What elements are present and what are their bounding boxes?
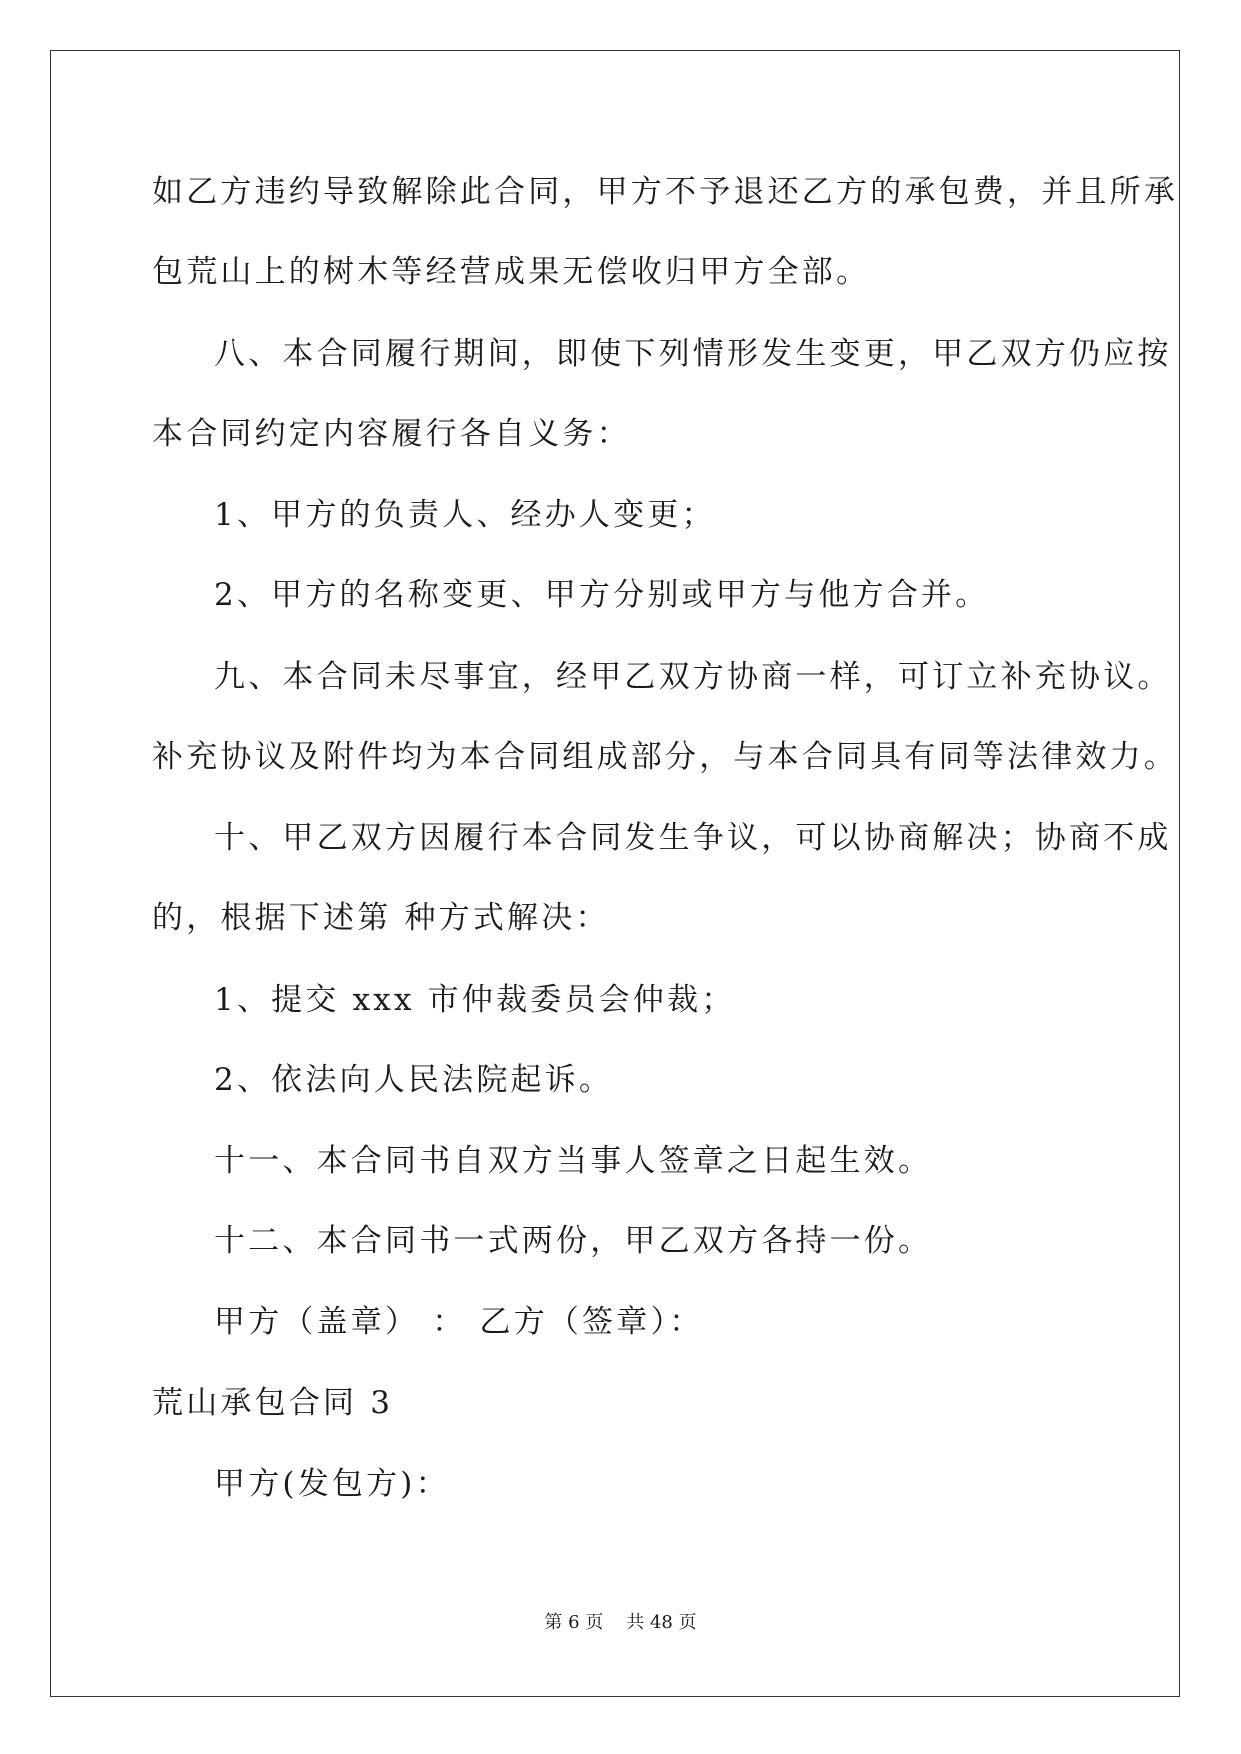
page-border bbox=[50, 50, 1180, 1697]
signature-line: 甲方（盖章） ： 乙方（签章）： bbox=[214, 1304, 704, 1340]
body-line: 补充协议及附件均为本合同组成部分，与本合同具有同等法律效力。 bbox=[152, 739, 1178, 775]
page-footer bbox=[0, 1611, 1241, 1635]
list-item: 1、甲方的负责人、经办人变更； bbox=[214, 497, 716, 533]
clause-9-heading: 九、本合同未尽事宜，经甲乙双方协商一样，可订立补充协议。 bbox=[214, 659, 1172, 695]
page-total: 共 48 页 bbox=[626, 1612, 697, 1633]
clause-10-heading: 十、甲乙双方因履行本合同发生争议，可以协商解决；协商不成 bbox=[214, 820, 1172, 856]
body-line: 的，根据下述第 种方式解决： bbox=[152, 900, 610, 936]
body-line: 本合同约定内容履行各自义务： bbox=[152, 416, 631, 452]
body-line: 包荒山上的树木等经营成果无偿收归甲方全部。 bbox=[152, 254, 871, 290]
body-line: 如乙方违约导致解除此合同，甲方不予退还乙方的承包费，并且所承 bbox=[152, 174, 1178, 210]
party-a-label: 甲方(发包方)： bbox=[214, 1466, 450, 1502]
list-item: 2、甲方的名称变更、甲方分别或甲方与他方合并。 bbox=[214, 577, 990, 613]
list-item: 2、依法向人民法院起诉。 bbox=[214, 1062, 614, 1098]
clause-8-heading: 八、本合同履行期间，即使下列情形发生变更，甲乙双方仍应按 bbox=[214, 336, 1172, 372]
clause-11-heading: 十一、本合同书自双方当事人签章之日起生效。 bbox=[214, 1143, 933, 1179]
section-title: 荒山承包合同 3 bbox=[152, 1385, 394, 1421]
list-item: 1、提交 xxx 市仲裁委员会仲裁； bbox=[214, 982, 736, 1018]
clause-12-heading: 十二、本合同书一式两份，甲乙双方各持一份。 bbox=[214, 1223, 933, 1259]
page-number: 第 6 页 bbox=[544, 1612, 604, 1633]
